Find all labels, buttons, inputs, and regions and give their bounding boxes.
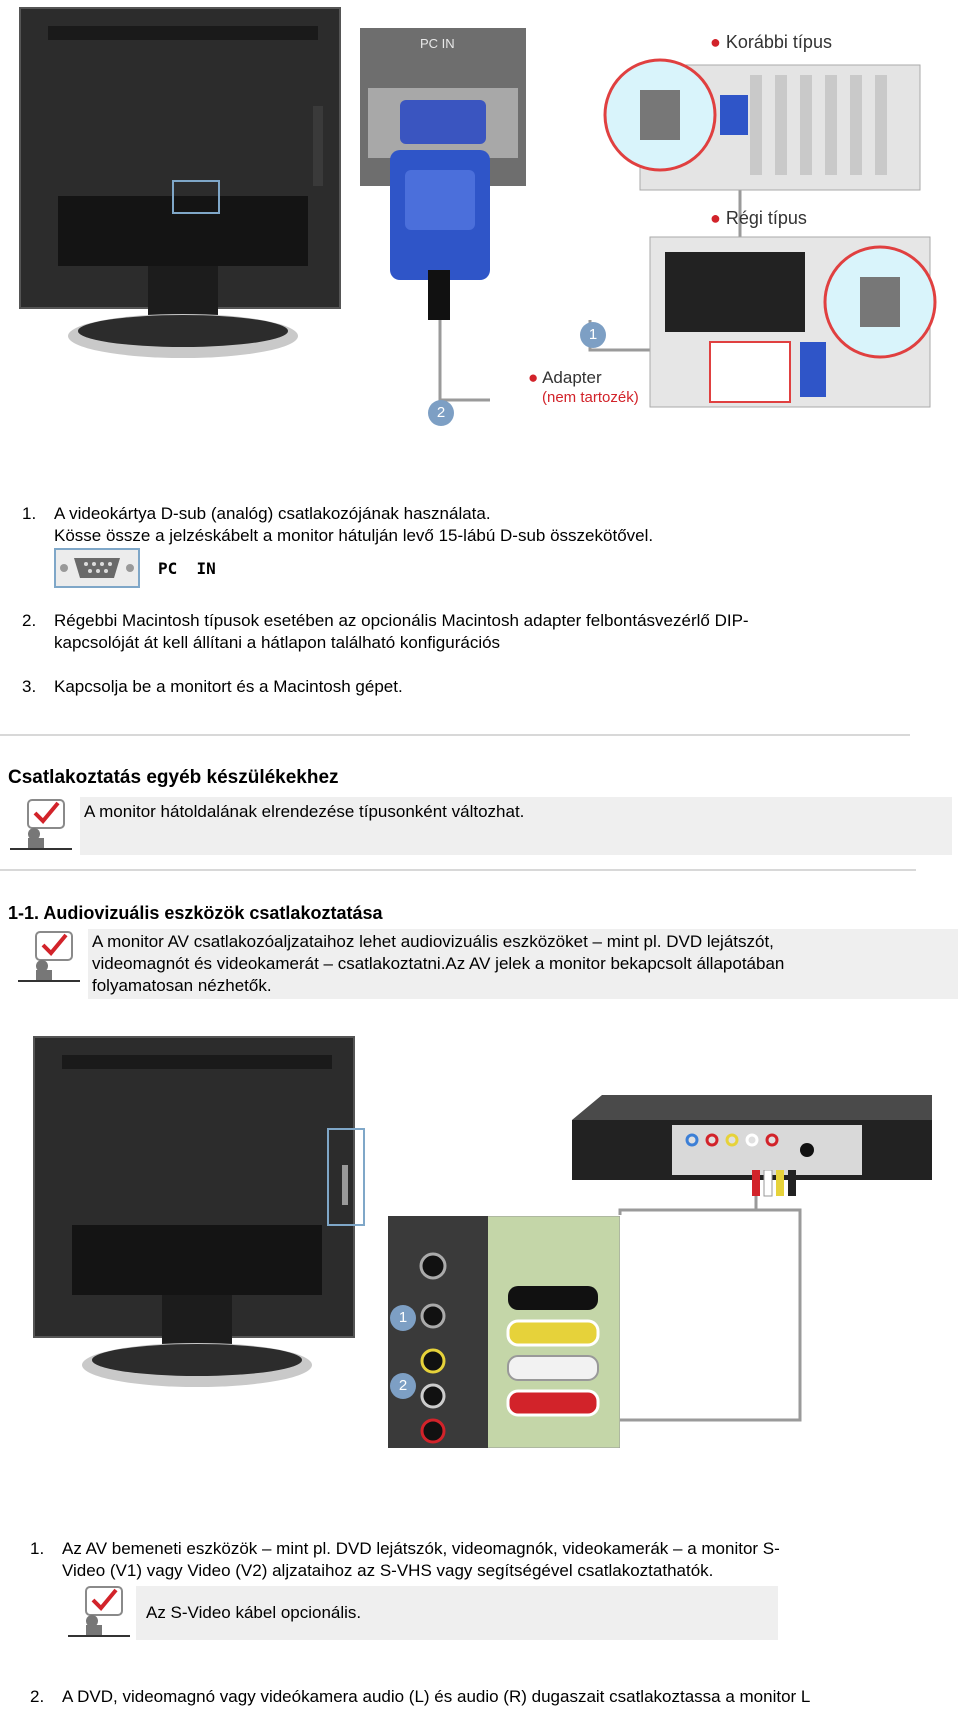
- vga-port-icon: [54, 548, 140, 588]
- step-1-line2: Kösse össze a jelzéskábelt a monitor hátulján levő 15-lábú D-sub összekötővel.: [54, 526, 654, 545]
- section-other-devices-title: Csatlakoztatás egyéb készülékekhez: [8, 767, 339, 788]
- adapter-note: (nem tartozék): [542, 389, 639, 406]
- av-step-1-line2: Video (V1) vagy Video (V2) aljzataihoz az S-VHS vagy segítségével csatlakoztathatók.: [62, 1561, 714, 1580]
- av-jacks-panel-image: [388, 1216, 620, 1448]
- av-badge-1: 1: [390, 1305, 416, 1331]
- step-3-line1: Kapcsolja be a monitort és a Macintosh gépet.: [54, 677, 403, 696]
- section-av-title: 1-1. Audiovizuális eszközök csatlakoztatása: [8, 903, 383, 923]
- note-svideo-optional: Az S-Video kábel opcionális.: [136, 1586, 778, 1640]
- note-av-devices: A monitor AV csatlakozóaljzataihoz lehet audiovizuális eszközöket – mint pl. DVD lejátszót, videomagnót és videokamerát – csatlakoztatni.Az AV jelek a monitor bekapcsolt állapotában folyamatosan nézhetők.: [88, 929, 958, 999]
- note-icon: [68, 1585, 130, 1639]
- older-pc-image: [600, 55, 930, 195]
- step-1-line1: A videokártya D-sub (analóg) csatlakozójának használata.: [54, 504, 491, 523]
- av-step-1-line1: Az AV bemeneti eszközök – mint pl. DVD lejátszók, videomagnók, videokamerák – a monitor S-: [62, 1539, 780, 1558]
- pc-in-text: PC IN: [420, 36, 455, 51]
- monitor-back-av-image: [32, 1035, 380, 1395]
- badge-1: 1: [580, 322, 606, 348]
- note-icon: [18, 930, 80, 984]
- monitor-back-image: [18, 6, 344, 366]
- step-1: 1. A videokártya D-sub (analóg) csatlakozójának használata.: [22, 504, 491, 523]
- av-step-1: 1.: [30, 1539, 45, 1558]
- av-badge-2: 2: [390, 1373, 416, 1399]
- badge-2: 2: [428, 400, 454, 426]
- step-2-line1: Régebbi Macintosh típusok esetében az opcionális Macintosh adapter felbontásvezérlő DIP-: [54, 611, 749, 630]
- step-2: 2.: [22, 611, 37, 630]
- av-step-2: 2.: [30, 1687, 45, 1706]
- pc-in-inline-label: PC IN: [158, 559, 216, 578]
- step-3: 3.: [22, 677, 37, 696]
- note-layout-varies: A monitor hátoldalának elrendezése típusonként változhat.: [80, 797, 952, 855]
- note-icon: [10, 798, 72, 852]
- older-type-label: ● Korábbi típus: [710, 32, 832, 52]
- step-2-line2: kapcsolóját át kell állítani a hátlapon található konfigurációs: [54, 633, 501, 652]
- divider-1: [0, 734, 910, 736]
- old-type-label: ● Régi típus: [710, 208, 807, 228]
- divider-2: [0, 869, 916, 871]
- adapter-label: ● Adapter (nem tartozék): [528, 368, 639, 406]
- av-step-2-line1: A DVD, videomagnó vagy videókamera audio (L) és audio (R) dugaszait csatlakoztassa a monitor L: [62, 1687, 811, 1706]
- old-pc-image: [640, 232, 940, 412]
